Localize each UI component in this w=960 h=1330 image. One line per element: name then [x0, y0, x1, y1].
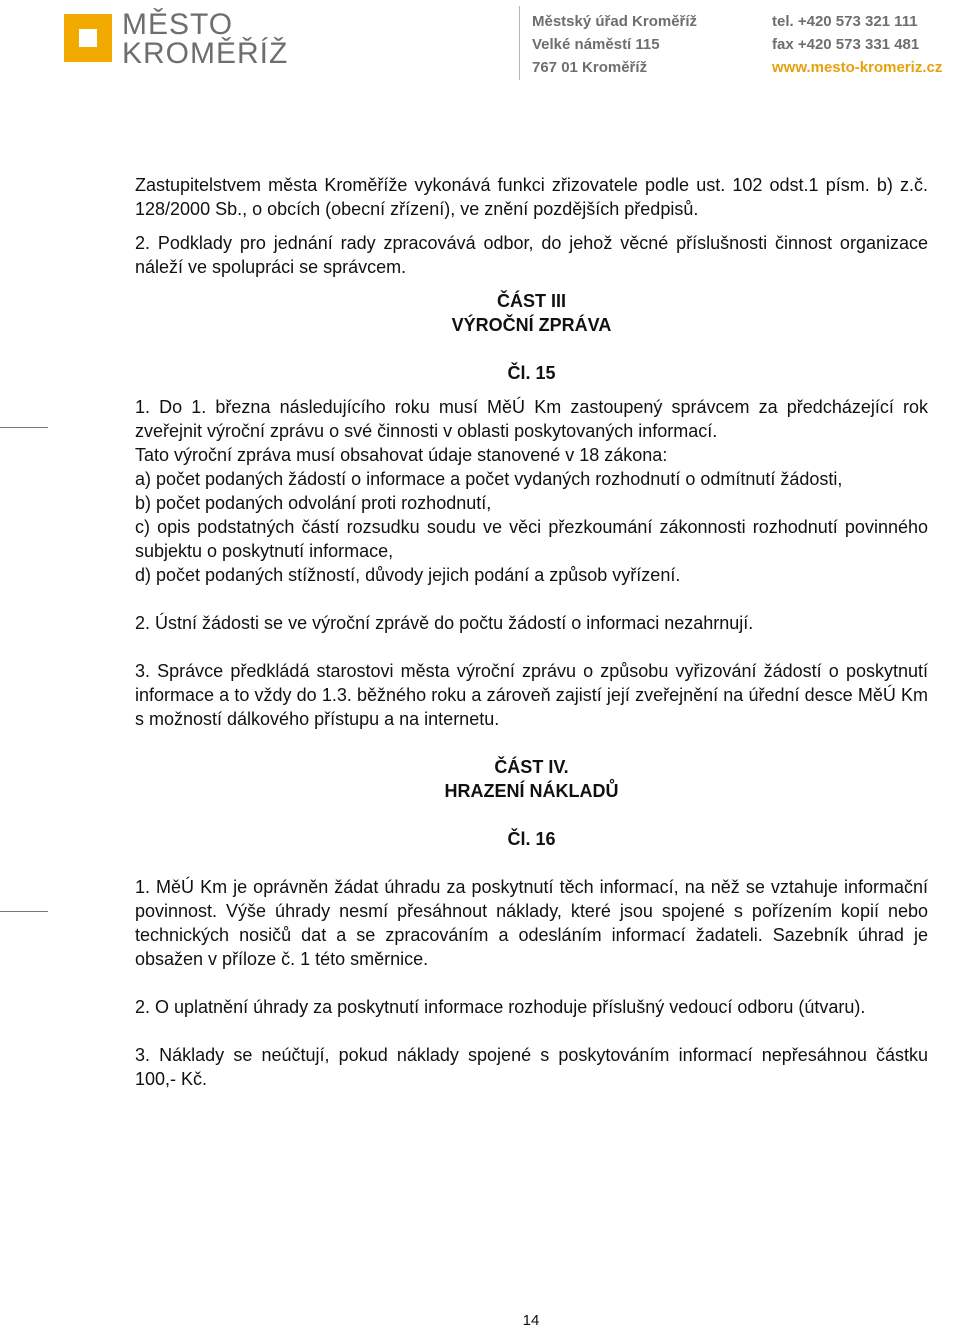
office-city: 767 01 Kroměříž: [532, 59, 648, 76]
office-phone: tel. +420 573 321 111: [772, 13, 918, 30]
margin-mark: [0, 911, 48, 912]
art16-paragraph-2: 2. O uplatnění úhrady za poskytnutí informace rozhoduje příslušný vedoucí odboru (útvaru).: [135, 997, 866, 1017]
art16-paragraph-1: 1. MěÚ Km je oprávněn žádat úhradu za poskytnutí těch informací, na něž se vztahuje informační povinnost. Výše úhrady nesmí přesáhnout náklady, které jsou spojené s pořízením kopií nebo technických nosičů dat a se zpracováním a odesláním informací žadateli. Sazebník úhrad je obsažen v příloze č. 1 této směrnice.: [135, 877, 928, 969]
art15-item-d: d) počet podaných stížností, důvody jejich podání a způsob vyřízení.: [135, 565, 681, 585]
city-logo-text: [122, 10, 288, 68]
page-number: 14: [522, 1312, 540, 1329]
part-4-heading: ČÁST IV.: [494, 757, 569, 777]
art15-paragraph-2: 2. Ústní žádosti se ve výroční zprávě do počtu žádostí o informaci nezahrnují.: [135, 613, 754, 633]
office-contacts: [772, 10, 942, 79]
logo-line-1: MĚSTO: [122, 8, 234, 41]
header-divider: [519, 6, 520, 80]
paragraph-intro: Zastupitelstvem města Kroměříže vykonává funkci zřizovatele podle ust. 102 odst.1 písm. b) z.č. 128/2000 Sb., o obcích (obecní zřízení), ve znění pozdějších předpisů.: [135, 175, 928, 219]
art15-paragraph-3: 3. Správce předkládá starostovi města výroční zprávu o způsobu vyřizování žádostí o poskytnutí informace a to vždy do 1.3. běžného roku a zároveň zajistí její zveřejnění na úřední desce MěÚ Km s možností dálkového přístupu a na internetu.: [135, 661, 928, 729]
office-address: [532, 10, 697, 79]
article-15-heading: Čl. 15: [507, 363, 556, 383]
art15-item-a: a) počet podaných žádostí o informace a počet vydaných rozhodnutí o odmítnutí žádosti,: [135, 469, 843, 489]
art15-paragraph-1: 1. Do 1. března následujícího roku musí MěÚ Km zastoupený správcem za předcházející rok zveřejnit výroční zprávu o své činnosti v oblasti poskytovaných informací.: [135, 397, 928, 441]
art15-paragraph-1b: Tato výroční zpráva musí obsahovat údaje stanovené v 18 zákona:: [135, 445, 668, 465]
article-16-heading: Čl. 16: [507, 829, 556, 849]
office-fax: fax +420 573 331 481: [772, 36, 920, 53]
city-logo-icon: [64, 14, 112, 62]
art15-item-b: b) počet podaných odvolání proti rozhodnutí,: [135, 493, 492, 513]
part-3-heading: ČÁST III: [496, 291, 566, 311]
part-3-subheading: VÝROČNÍ ZPRÁVA: [451, 315, 612, 335]
art16-paragraph-3: 3. Náklady se neúčtují, pokud náklady spojené s poskytováním informací nepřesáhnou částku 100,- Kč.: [135, 1045, 928, 1089]
document-body: [135, 173, 928, 1091]
margin-mark: [0, 427, 48, 428]
art15-item-c: c) opis podstatných částí rozsudku soudu ve věci přezkoumání zákonnosti rozhodnutí povinného subjektu o poskytnutí informace,: [135, 517, 928, 561]
office-street: Velké náměstí 115: [532, 36, 660, 53]
logo-line-2: KROMĚŘÍŽ: [122, 37, 289, 70]
office-web-link[interactable]: www.mesto-kromeriz.cz: [772, 59, 943, 76]
part-4-subheading: HRAZENÍ NÁKLADŮ: [444, 781, 619, 801]
office-name: Městský úřad Kroměříž: [532, 13, 698, 30]
paragraph-item-2: 2. Podklady pro jednání rady zpracovává odbor, do jehož věcné příslušnosti činnost organizace náleží ve spolupráci se správcem.: [135, 233, 928, 277]
